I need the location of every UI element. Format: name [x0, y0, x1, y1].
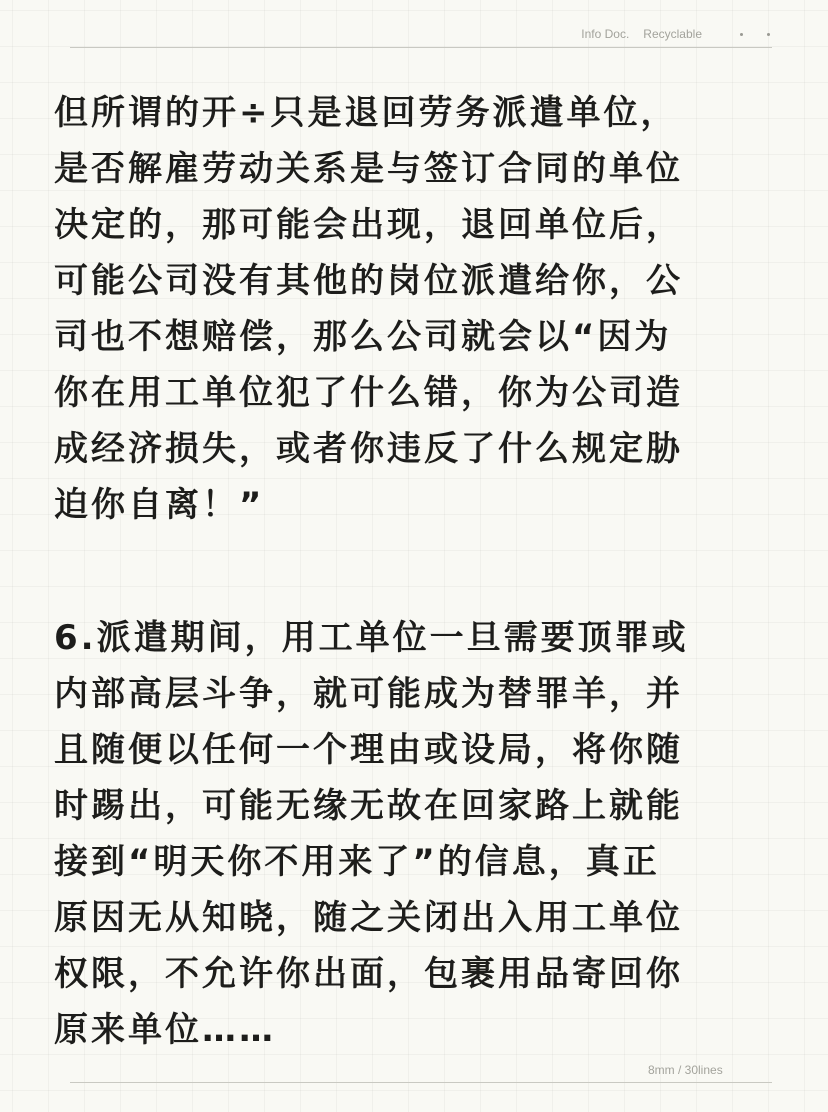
dot-icon: [740, 33, 743, 36]
header-meta: [581, 27, 770, 41]
paragraph-1: 但所谓的开÷只是退回劳务派遣单位， 是否解雇劳动关系是与签订合同的单位 决定的，那可能会出现，退回单位后， 可能公司没有其他的岗位派遣给你，公 司也不想赔偿，那么公司就会以“因为 你在用工单位犯了什么错，你为公司造 成经济损失，或者你违反了什么规定胁 迫你自离！”: [54, 93, 683, 525]
info-doc-label: Info Doc.: [581, 27, 630, 41]
recyclable-label: Recyclable: [643, 27, 702, 41]
top-divider: [70, 47, 772, 48]
page-header: [70, 26, 770, 48]
dot-icon: [767, 33, 770, 36]
paragraph-2: 6.派遣期间，用工单位一旦需要顶罪或 内部高层斗争，就可能成为替罪羊，并 且随便以任何一个理由或设局，将你随 时踢出，可能无缘无故在回家路上就能 接到“明天你不用来了”的信息，真正 原因无从知晓，随之关闭出入用工单位 权限，不允许你出面，包裹用品寄回你 原来单位……: [54, 618, 689, 1050]
paper-spec-label: 8mm / 30lines: [648, 1063, 723, 1077]
bottom-divider: [70, 1082, 772, 1083]
